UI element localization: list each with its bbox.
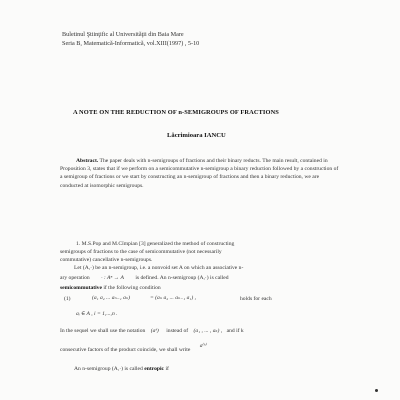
p2-line2a: ary operation <box>60 275 90 281</box>
body-p1-line1: 1. M.S.Pop and M.Cîmpian [3] generalized the method of constructing <box>76 241 235 247</box>
paper-title: A NOTE ON THE REDUCTION OF n-SEMIGROUPS OF FRACTIONS <box>73 109 279 116</box>
journal-line-1: Buletinul Ştiinţific al Universităţii din Baia Mare <box>62 31 184 38</box>
body-p3-line2 <box>60 343 207 354</box>
abstract-paragraph <box>60 157 342 190</box>
body-p1-line3: commutative) cancellative n-semigroups. <box>60 257 153 263</box>
p3-line2a: consecutive factors of the product coincide, we shall write <box>60 347 191 353</box>
abstract-text: The paper deals with n-semigroups of fractions and their binary reducts. The main result, contained in Proposition 3, states that if we perform on a semicommutative n-semigroup a binary reduction followed by a construction of a semigroup of fractions or we start by constructing an n-semigroup of fractions and then a binary reduction, we are conducted at isomorphic semigroups. <box>60 158 339 189</box>
notation-power: (aᵏ) <box>150 328 159 334</box>
journal-line-2: Seria B, Matematică-Informatică, vol.XIII(1997) , 5-10 <box>62 40 200 47</box>
p3-line1c: and if k <box>226 328 244 334</box>
notation-tuple: (a₁ , ... , aₖ) , <box>193 328 223 334</box>
abstract-label: Abstract. <box>76 158 99 164</box>
p2-line3: if the following condition <box>103 285 161 291</box>
p2-line2b: is defined. An n-semigroup (A,·) is called <box>135 275 229 281</box>
equation-1-tail: holds for each <box>240 296 272 302</box>
equation-1-quantifier: aᵢ ∈ A , i = 1,...,n . <box>76 311 118 317</box>
equation-1-rhs: = (aₙ a₂ ... aₙ₋₁ a₁) , <box>150 295 196 301</box>
p3-line1b: instead of <box>166 328 189 334</box>
p4-line1b: if <box>165 366 169 372</box>
equation-1-label: (1) <box>64 296 71 302</box>
body-p3-line1 <box>60 327 244 335</box>
body-p2-line3 <box>60 284 161 292</box>
keyword-entropic: entropic <box>144 366 165 372</box>
equation-1-lhs: (a₁ a₂ ... aₙ₋₁ aₙ) <box>92 295 131 301</box>
body-p2-line1: Let (A,·) be an n-semigroup, i.e. a nonvoid set A on which an associative n- <box>74 265 244 271</box>
p4-line1a: An n-semigroup (A,·) is called <box>74 366 143 372</box>
body-p2-line2 <box>60 274 229 282</box>
p3-line1a: In the sequel we shall use the notation <box>60 328 146 334</box>
body-p4-line1 <box>74 365 169 373</box>
operation-map: · : Aⁿ → A <box>101 275 124 281</box>
keyword-semicommutative: semicommutative <box>60 285 102 291</box>
author-name: Lăcrimioara IANCU <box>167 132 226 139</box>
notation-repeated: a⁽ᵏ⁾ <box>199 343 207 349</box>
scan-speck <box>375 389 378 392</box>
body-p1-line2: semigroups of fractions to the case of semicommutative (not necessarily <box>60 249 222 255</box>
